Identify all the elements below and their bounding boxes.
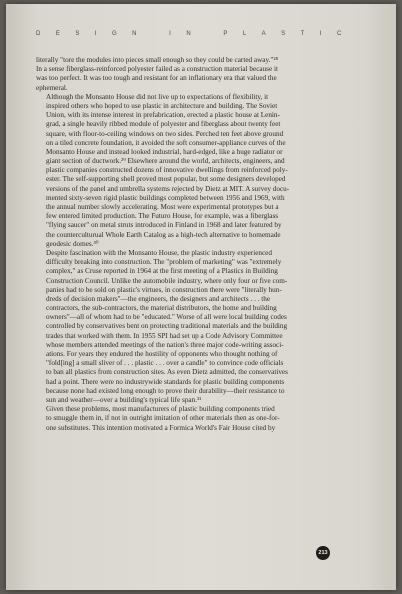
text-line: square, with floor-to-ceiling windows on two sides. Perched ten feet above ground [46,129,284,138]
text-line: Given these problems, most manufacturers of plastic building components tried [46,405,275,414]
text-line: one substitutes. This intention motivated a Formica World's Fair House cited by [46,423,276,432]
text-line: plastic companies constructed dozens of innovative dwellings from reinforced poly- [46,166,288,175]
text-line: "flying saucer" on metal struts introduced in Finland in 1968 and later featured by [46,221,282,230]
text-line: the counterculturual Whole Earth Catalog as a high-tech alternative to homemade [46,230,281,239]
text-line: Despite fascination with the Monsanto House, the plastic industry experienced [46,248,272,257]
text-line: Construction Council. Unlike the automobile industry, where only four or five com- [46,276,288,285]
text-line: on a tiled concrete foundation, it avoided the soft consumer-appliance curves of the [46,138,286,147]
page-number: 213 [316,546,330,560]
text-line: complex," as Cruse reported in 1964 at the first meeting of a Plastics in Building [46,267,278,276]
page-stack-edge [386,4,396,590]
text-line: the annual number slowly accelerating. Most were experimental prototypes but a [46,203,279,211]
text-line: controlled by conservatives bent on protecting traditional materials and the building [46,322,288,331]
paragraph [36,56,354,93]
text-line: Although the Monsanto House did not live up to expectations of flexibility, it [46,92,269,101]
text-line: literally "tore the modules into pieces small enough so they could be carted away."²⁸ [36,56,278,64]
body-text [36,56,354,433]
paragraph [36,405,354,433]
text-line: Union, with its intense interest in prefabrication, erected a plastic house at Lenin- [46,111,280,120]
text-line: versions of the panel and umbrella systems rejected by Dietz at MIT. A survey docu- [46,184,290,193]
running-head: DESIGN IN PLASTIC [36,31,357,37]
text-line: inspired others who hoped to use plastic in architecture and building. The Soviet [46,101,278,110]
text-line: contractors, the sub-contractors, the material distributors, the home and building [46,304,277,313]
text-line: whose members attended meetings of the nation's three major code-writing associ- [46,340,284,349]
text-line: because none had existed long enough to prove their durability—their resistance to [46,386,285,395]
text-line: had a point. There were no industrywide standards for plastic building components [46,377,285,386]
text-line: giant section of ductwork.²⁹ Elsewhere around the world, architects, engineers, and [46,157,285,166]
text-line: "fold[ing] a small sliver of . . . plastic . . . over a candle" to convince code officials [46,359,284,368]
text-line: to smuggle them in, if not in outright imitation of other materials then as one-for- [46,414,280,423]
text-line: dreds of decision makers"—the engineers, the designers and architects . . . the [46,294,271,303]
paragraph [36,249,354,405]
text-line: owners"—all of whom had to be "educated." Worse of all were local building codes [46,313,287,322]
book-page [6,4,396,590]
text-line: ations. For years they endured the hostility of opponents who thought nothing of [46,350,278,358]
text-line: Monsanto House and instead looked industrial, hard-edged, like a huge radiator or [46,147,283,156]
text-line: was too perfect. It was too tough and resistant for an inflationary era that valued the [36,74,277,83]
paragraph [36,93,354,249]
text-line: trades that worked with them. In 1955 SPI had set up a Code Advisory Committee [46,331,283,340]
text-line: sun and weather—over a building's typical life span.³¹ [46,395,202,404]
text-line: panies had to be sold on plastic's virtues, in construction there were "literally hun- [46,285,282,294]
text-line: grad, a single heavily ribbed module of polyester and fiberglass about twenty feet [46,120,281,129]
text-line: ester. The self-supporting shell proved most popular, but some designers developed [46,175,286,184]
text-line: mented sixty-seven rigid plastic buildings completed between 1956 and 1969, with [46,193,285,202]
text-line: ephemeral. [36,83,68,92]
text-line: geodesic domes.³⁰ [46,239,99,248]
text-line: to ban all plastics from construction sites. As even Dietz admitted, the conservatives [46,368,288,377]
text-line: few entered limited production. The Futuro House, for example, was a fiberglass [46,212,279,221]
text-line: difficulty breaking into construction. The "problem of marketing" was "extremely [46,258,282,267]
text-line: In a sense fiberglass-reinforced polyester failed as a construction material because it [36,65,278,74]
